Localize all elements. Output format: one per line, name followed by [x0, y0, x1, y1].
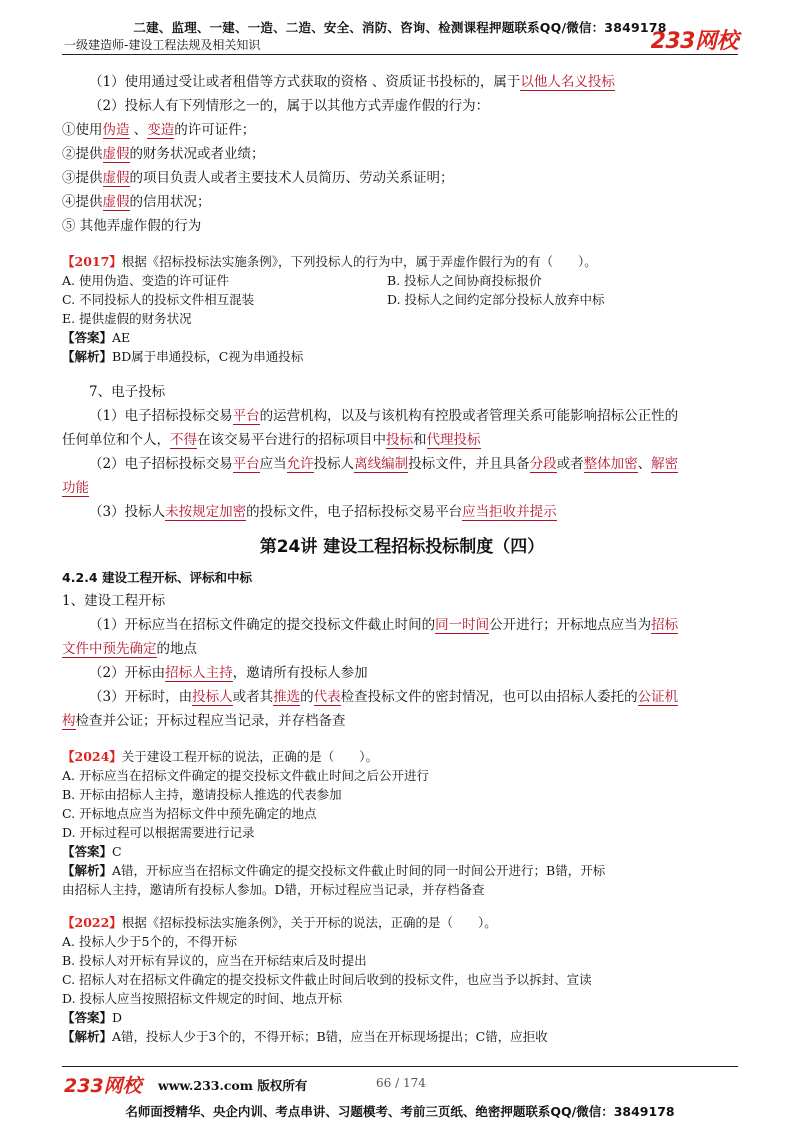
section-heading: 4.2.4 建设工程开标、评标和中标 — [62, 570, 252, 585]
question-2022 — [62, 913, 742, 1046]
header-subject: 一级建造师-建设工程法规及相关知识 — [64, 38, 261, 52]
para-item2: （2）投标人有下列情形之一的，属于以其他方式弄虚作假的行为： — [89, 98, 490, 114]
s7-line2-cont: 功能 — [62, 480, 89, 496]
question-stem: 【2024】关于建设工程开标的说法，正确的是（ ）。 — [62, 749, 379, 764]
footer-divider — [62, 1066, 738, 1067]
s7-line1: （1）电子招标投标交易平台的运营机构，以及与该机构有控股或者管理关系可能影响招标公正性的 — [89, 408, 679, 424]
subsection-heading: 1、建设工程开标 — [62, 593, 166, 609]
question-2024 — [62, 747, 742, 899]
opening-rule-3: （3）开标时，由投标人或者其推选的代表检查投标文件的密封情况，也可以由招标人委托的公证机 — [89, 689, 679, 705]
opening-rule-2: （2）开标由招标人主持，邀请所有投标人参加 — [89, 665, 368, 681]
option-d: D. 投标人应当按照招标文件规定的时间、地点开标 — [62, 991, 343, 1006]
option-d: D. 开标过程可以根据需要进行记录 — [62, 825, 255, 840]
header-divider — [62, 54, 738, 55]
answer: 【答案】AE — [62, 330, 131, 345]
header-contact-line: 二建、监理、一建、一造、二造、安全、消防、咨询、检测课程押题联系QQ/微信：3849178 — [133, 20, 667, 35]
option-c: C. 开标地点应当为招标文件中预先确定的地点 — [62, 806, 317, 821]
question-2017 — [62, 252, 742, 366]
option-c: C. 招标人对在招标文件确定的提交投标文件截止时间后收到的投标文件，也应当予以拆封、宣读 — [62, 972, 592, 987]
explanation: 【解析】A错，投标人少于3个的，不得开标；B错，应当在开标现场提出；C错，应拒收 — [62, 1029, 548, 1044]
section-7-title: 7、电子投标 — [89, 384, 166, 400]
footer-contact-line: 名师面授精华、央企内训、考点串讲、习题模考、考前三页纸、绝密押题联系QQ/微信：3849178 — [125, 1104, 675, 1119]
opening-rule-1-cont: 文件中预先确定的地点 — [62, 641, 197, 657]
option-b: B. 投标人对开标有异议的，应当在开标结束后及时提出 — [62, 953, 367, 968]
s7-line1-cont: 任何单位和个人，不得在该交易平台进行的招标项目中投标和代理投标 — [62, 432, 481, 448]
s7-line3: （3）投标人未按规定加密的投标文件，电子招标投标交易平台应当拒收并提示 — [89, 504, 557, 520]
option-a: A. 开标应当在招标文件确定的提交投标文件截止时间之后公开进行 — [62, 768, 429, 783]
para-item1: （1）使用通过受让或者租借等方式获取的资格 、资质证书投标的，属于以他人名义投标 — [89, 74, 615, 90]
explanation: 【解析】BD属于串通投标，C视为串通投标 — [62, 349, 304, 364]
option-b: B. 开标由招标人主持，邀请投标人推选的代表参加 — [62, 787, 342, 802]
list-item-4: ④提供虚假的信用状况； — [62, 194, 211, 210]
list-item-1: ①使用伪造 、变造的许可证件； — [62, 122, 256, 138]
lecture-title: 第24讲 建设工程招标投标制度（四） — [259, 537, 545, 557]
s7-line2: （2）电子招标投标交易平台应当允许投标人离线编制投标文件，并且具备分段或者整体加密、解密 — [89, 456, 679, 472]
list-item-5: ⑤ 其他弄虚作假的行为 — [62, 218, 202, 234]
footer-site[interactable]: www.233.com 版权所有 — [158, 1078, 308, 1093]
page-content — [62, 70, 742, 1046]
footer-brand-logo: 233网校 — [64, 1075, 142, 1097]
option-e: E. 提供虚假的财务状况 — [62, 311, 192, 326]
page-number: 66 / 174 — [376, 1076, 426, 1090]
explanation: 【解析】A错，开标应当在招标文件确定的提交投标文件截止时间的同一时间公开进行；B错，开标 — [62, 863, 606, 878]
question-stem: 【2017】根据《招标投标法实施条例》，下列投标人的行为中，属于弄虚作假行为的有（ ）。 — [62, 254, 597, 269]
answer: 【答案】C — [62, 844, 122, 859]
header-brand-logo: 233网校 — [650, 29, 738, 54]
explanation-cont: 由招标人主持，邀请所有投标人参加。D错，开标过程应当记录，并存档备查 — [62, 882, 485, 897]
option-row: C. 不同投标人的投标文件相互混装 D. 投标人之间约定部分投标人放弃中标 — [62, 292, 605, 307]
option-a: A. 投标人少于5个的，不得开标 — [62, 934, 237, 949]
question-stem: 【2022】根据《招标投标法实施条例》，关于开标的说法，正确的是（ ）。 — [62, 915, 497, 930]
option-row: A. 使用伪造、变造的许可证件 B. 投标人之间协商投标报价 — [62, 273, 542, 288]
opening-rule-3-cont: 构检查并公证；开标过程应当记录，并存档备查 — [62, 713, 346, 729]
answer: 【答案】D — [62, 1010, 123, 1025]
list-item-2: ②提供虚假的财务状况或者业绩； — [62, 146, 265, 162]
opening-rule-1: （1）开标应当在招标文件确定的提交投标文件截止时间的同一时间公开进行；开标地点应当为招标 — [89, 617, 679, 633]
list-item-3: ③提供虚假的项目负责人或者主要技术人员简历、劳动关系证明； — [62, 170, 454, 186]
